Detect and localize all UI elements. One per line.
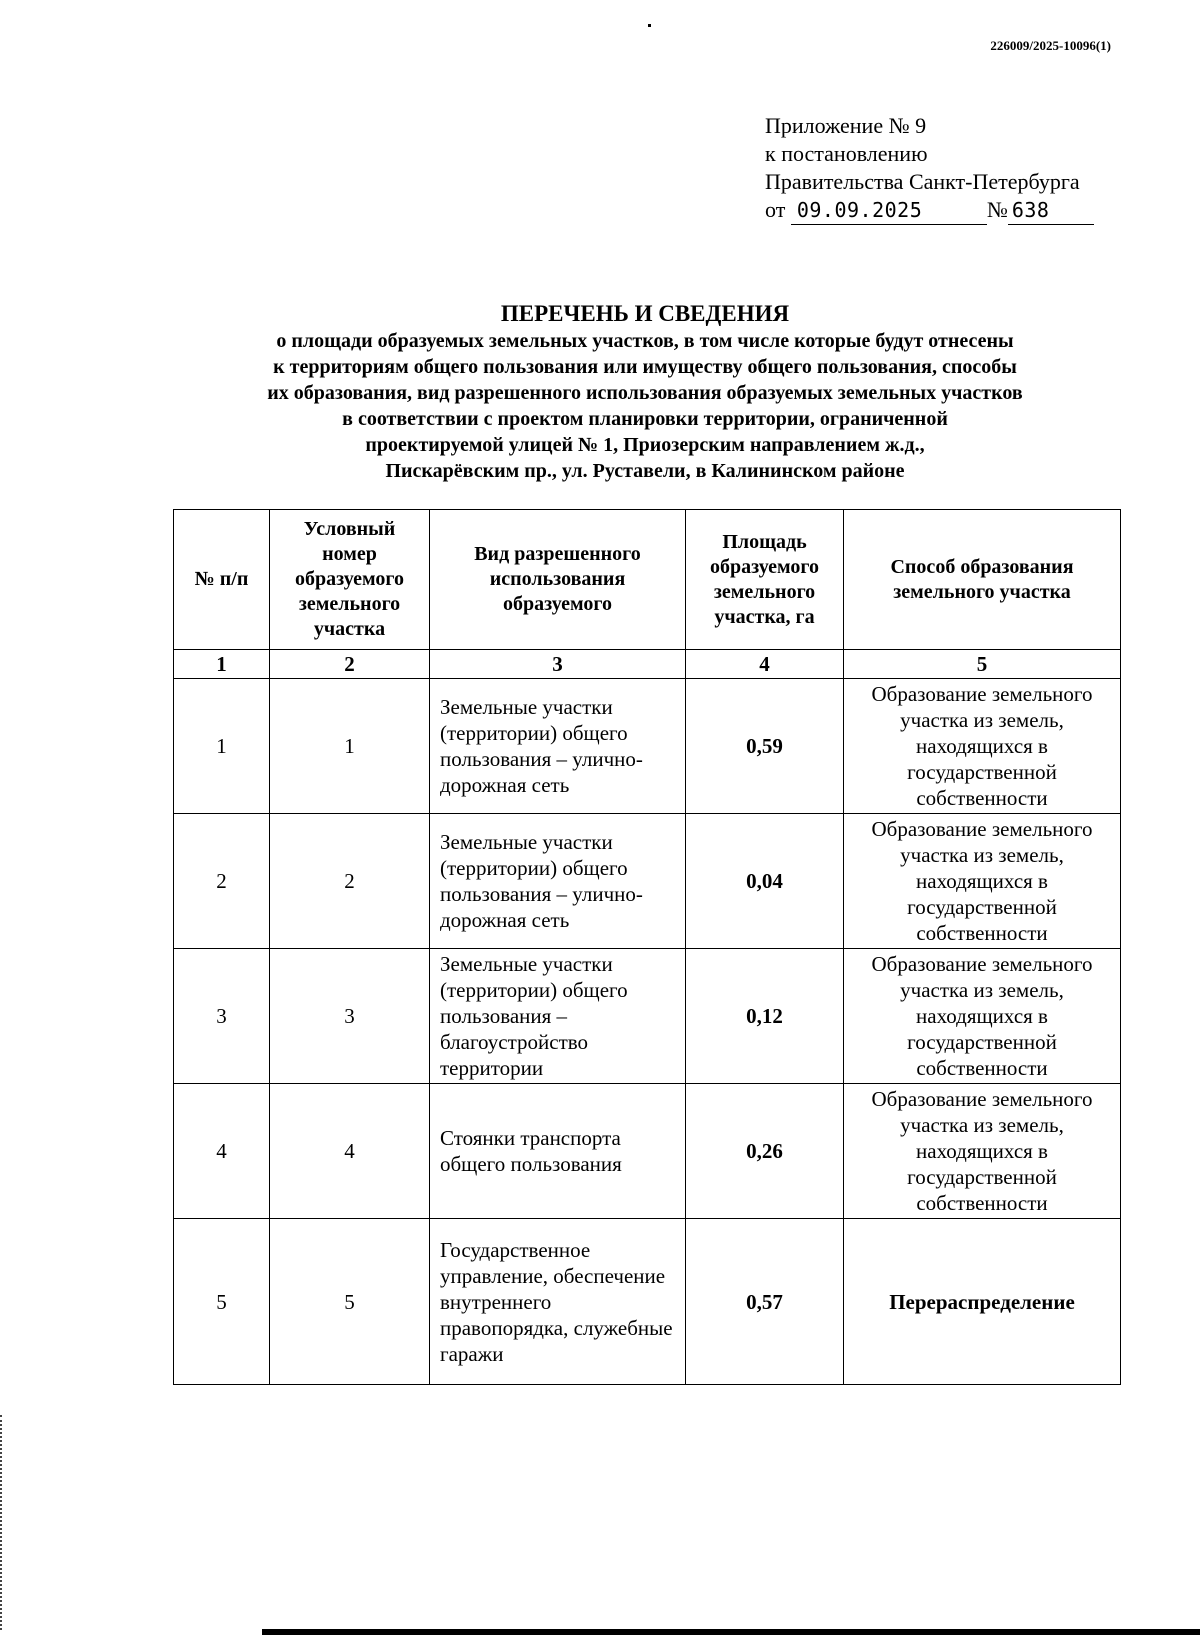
table-row — [174, 679, 1121, 814]
cell-kind: Земельные участки (территории) общего пользования – благоустройство территории — [430, 949, 686, 1084]
table-row — [174, 949, 1121, 1084]
cell-method: Образование земельного участка из земель, находящихся в государственной собственности — [844, 679, 1121, 814]
cell-code: 3 — [270, 949, 430, 1084]
title-line-2: к территориям общего пользования или имуществу общего пользования, способы — [273, 356, 1017, 378]
cell-area: 0,04 — [686, 814, 844, 949]
table-row — [174, 1219, 1121, 1385]
date-value: 09.09.2025 — [791, 196, 987, 225]
appendix-line-2: к постановлению — [765, 141, 928, 166]
cell-method: Образование земельного участка из земель, находящихся в государственной собственности — [844, 1084, 1121, 1219]
cell-code: 5 — [270, 1219, 430, 1385]
table-row — [174, 1084, 1121, 1219]
scan-bottom-bar — [262, 1629, 1200, 1635]
cell-number: 3 — [174, 949, 270, 1084]
cell-area: 0,59 — [686, 679, 844, 814]
cell-method: Перераспределение — [844, 1219, 1121, 1385]
title-line-3: их образования, вид разрешенного использования образуемых земельных участков — [267, 382, 1023, 404]
column-number: 1 — [174, 650, 270, 679]
cell-kind: Земельные участки (территории) общего пользования – улично-дорожная сеть — [430, 679, 686, 814]
cell-code: 4 — [270, 1084, 430, 1219]
header-kind: Вид разрешенного использования образуемого — [430, 510, 686, 650]
cell-method: Образование земельного участка из земель, находящихся в государственной собственности — [844, 949, 1121, 1084]
column-number-row — [174, 650, 1121, 679]
cell-kind: Стоянки транспорта общего пользования — [430, 1084, 686, 1219]
table-header-row — [174, 510, 1121, 650]
title-heading: ПЕРЕЧЕНЬ И СВЕДЕНИЯ — [500, 301, 790, 326]
title-line-1: о площади образуемых земельных участков, в том числе которые будут отнесены — [276, 330, 1014, 352]
appendix-line-1: Приложение № 9 — [765, 113, 927, 138]
cell-kind: Земельные участки (территории) общего пользования – улично-дорожная сеть — [430, 814, 686, 949]
number-value: 638 — [1008, 196, 1094, 225]
column-number: 5 — [844, 650, 1121, 679]
column-number: 3 — [430, 650, 686, 679]
header-area: Площадь образуемого земельного участка, га — [686, 510, 844, 650]
header-number: № п/п — [174, 510, 270, 650]
header-code: Условный номер образуемого земельного участка — [270, 510, 430, 650]
title-line-6: Пискарёвским пр., ул. Руставели, в Калининском районе — [385, 460, 905, 482]
appendix-line-3: Правительства Санкт-Петербурга — [765, 169, 1080, 194]
land-plots-table — [173, 509, 1121, 1385]
cell-code: 1 — [270, 679, 430, 814]
scan-speck — [648, 24, 651, 27]
cell-code: 2 — [270, 814, 430, 949]
cell-area: 0,26 — [686, 1084, 844, 1219]
scan-edge-mark — [0, 1415, 4, 1630]
document-id: 226009/2025-10096(1) — [990, 38, 1111, 53]
cell-kind: Государственное управление, обеспечение внутреннего правопорядка, служебные гаражи — [430, 1219, 686, 1385]
date-prefix: от — [765, 197, 786, 222]
appendix-date-line — [765, 196, 1094, 225]
cell-number: 4 — [174, 1084, 270, 1219]
appendix-block — [765, 112, 1094, 225]
header-method: Способ образования земельного участка — [844, 510, 1121, 650]
title-line-4: в соответствии с проектом планировки территории, ограниченной — [342, 408, 948, 430]
cell-number: 2 — [174, 814, 270, 949]
cell-method: Образование земельного участка из земель, находящихся в государственной собственности — [844, 814, 1121, 949]
cell-area: 0,57 — [686, 1219, 844, 1385]
cell-number: 1 — [174, 679, 270, 814]
column-number: 4 — [686, 650, 844, 679]
document-title — [90, 300, 1200, 484]
table-row — [174, 814, 1121, 949]
number-prefix: № — [986, 197, 1008, 222]
cell-number: 5 — [174, 1219, 270, 1385]
column-number: 2 — [270, 650, 430, 679]
title-line-5: проектируемой улицей № 1, Приозерским направлением ж.д., — [365, 434, 925, 456]
cell-area: 0,12 — [686, 949, 844, 1084]
